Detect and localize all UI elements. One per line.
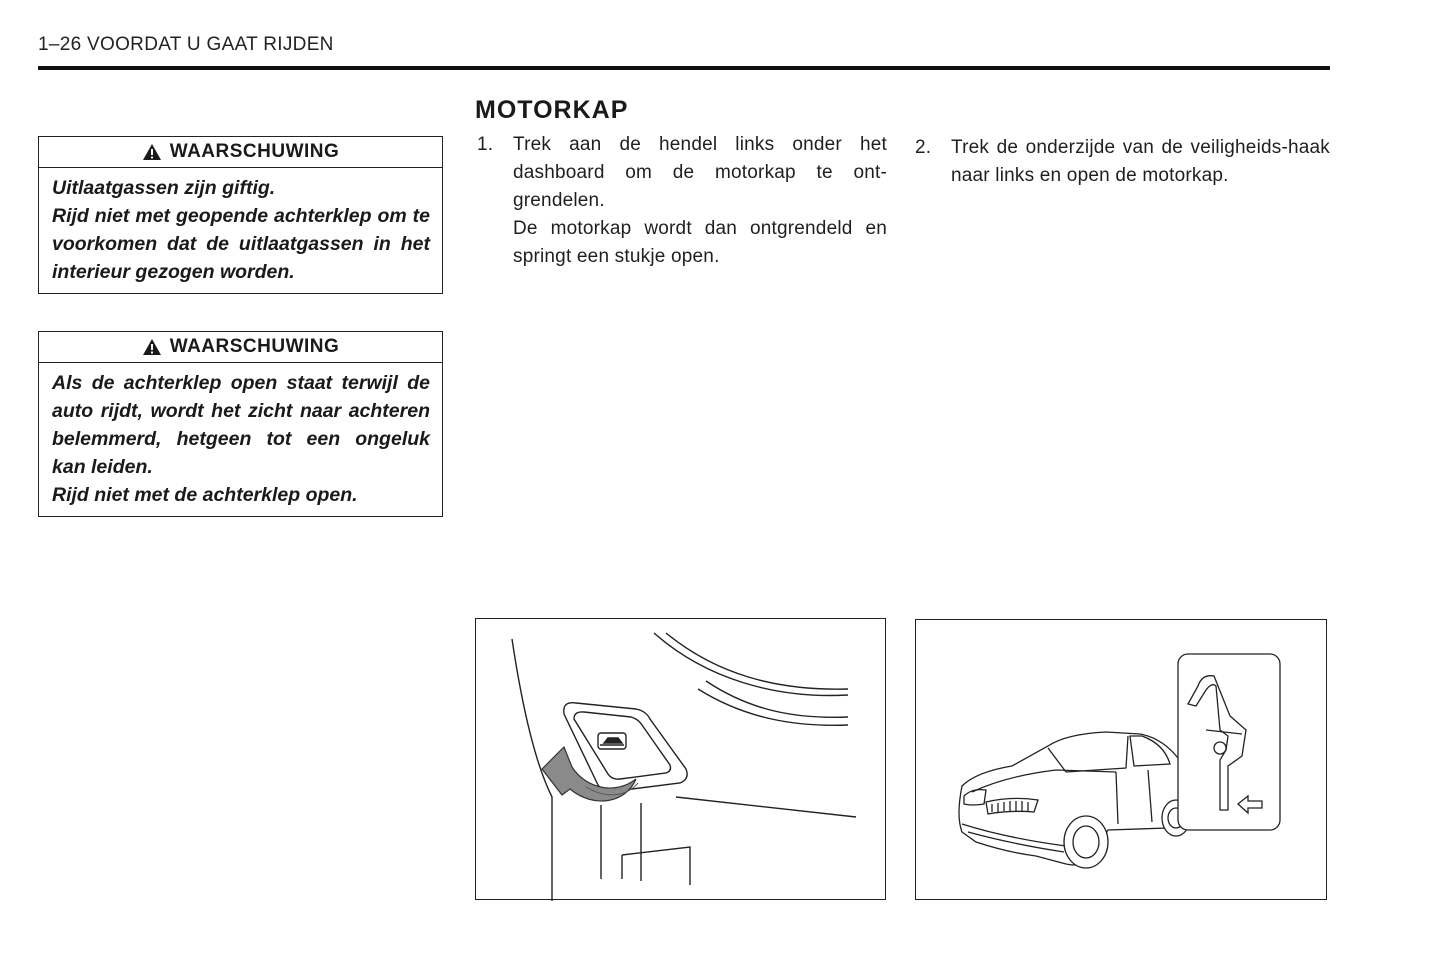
figure-hood-release-lever (475, 618, 886, 900)
step-number: 1. (477, 134, 494, 155)
step-text: Trek de onderzijde van de veiligheids-haak naar links en open de motorkap. (951, 137, 1330, 186)
step-2 (915, 134, 1330, 194)
warning-line: Rijd niet met de achterklep open. (52, 484, 358, 506)
warning-box-exhaust (38, 136, 443, 294)
header-rule (38, 66, 1330, 70)
header-title: 1–26 VOORDAT U GAAT RIJDEN (38, 34, 334, 55)
step-text (513, 131, 887, 271)
warning-line: Uitlaatgassen zijn giftig. (52, 177, 276, 199)
warning-title (39, 137, 442, 168)
figure-hood-safety-hook (915, 619, 1327, 900)
warning-text (39, 363, 442, 517)
warning-box-tailgate (38, 331, 443, 517)
warning-line: Rijd niet met geopende achterklep om te voorkomen dat de uitlaatgassen in het interieur gezogen worden. (52, 205, 430, 283)
warning-triangle-icon (142, 338, 162, 356)
warning-text (39, 168, 442, 294)
warning-line: Als de achterklep open staat terwijl de auto rijdt, wordt het zicht naar achteren belemmerd, hetgeen tot een ongeluk kan leiden. (52, 372, 430, 478)
step-number: 2. (915, 137, 932, 158)
warning-title-text: WAARSCHUWING (169, 141, 340, 162)
step-1 (477, 131, 887, 271)
step-note: De motorkap wordt dan ontgrendeld en springt een stukje open. (513, 218, 887, 267)
warning-triangle-icon (142, 143, 162, 161)
section-title: MOTORKAP (475, 96, 629, 124)
hood-safety-hook-illustration (916, 620, 1328, 901)
warning-title (39, 332, 442, 363)
hood-release-lever-illustration (476, 619, 887, 901)
warning-title-text: WAARSCHUWING (169, 336, 340, 357)
step-instruction: Trek aan de hendel links onder het dashboard om de motorkap te ont-grendelen. (513, 134, 887, 211)
